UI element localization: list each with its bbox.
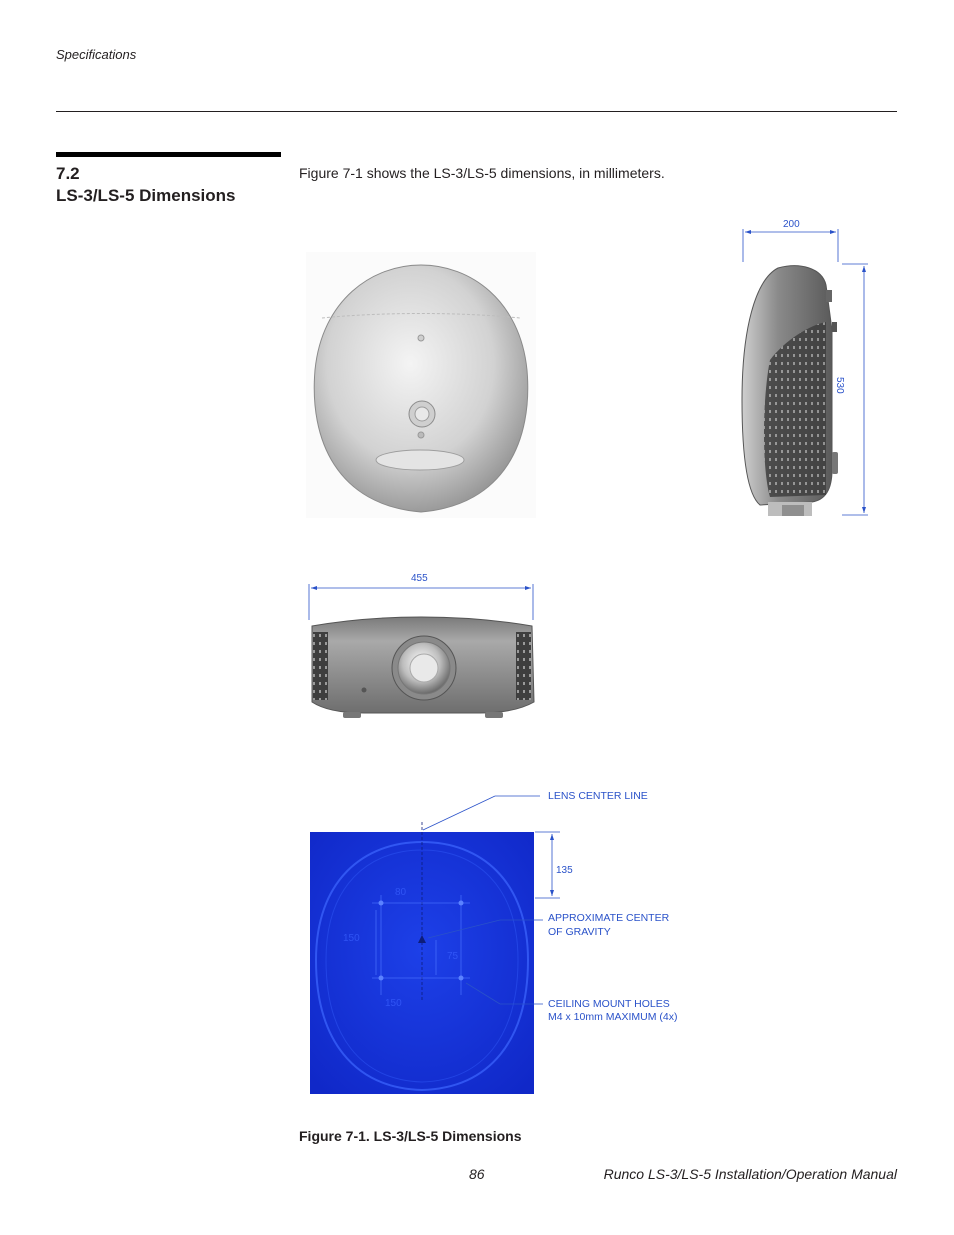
bottom-view-drawing (310, 822, 534, 1094)
cog-callout-line1: APPROXIMATE CENTER (548, 912, 670, 924)
lens-offset-label: 135 (556, 865, 573, 876)
hole-spacing-top-label: 80 (395, 887, 407, 898)
hole-spacing-bottom-label: 150 (385, 998, 402, 1009)
section-title: LS-3/LS-5 Dimensions (56, 186, 236, 205)
holes-callout-line2: M4 x 10mm MAXIMUM (4x) (548, 1011, 678, 1023)
running-head: Specifications (56, 47, 137, 62)
front-width-label: 455 (411, 573, 428, 584)
page-number: 86 (469, 1166, 485, 1182)
side-view-drawing (742, 266, 838, 516)
cog-offset-label: 75 (447, 951, 459, 962)
section-number: 7.2 (56, 164, 80, 183)
front-dimension-lines (309, 584, 533, 620)
hole-spacing-side-label: 150 (343, 933, 360, 944)
figure-caption: Figure 7-1. LS-3/LS-5 Dimensions (299, 1128, 522, 1144)
holes-callout-line1: CEILING MOUNT HOLES (548, 998, 670, 1010)
manual-title: Runco LS-3/LS-5 Installation/Operation Manual (603, 1166, 897, 1182)
lens-center-callout: LENS CENTER LINE (548, 790, 648, 802)
cog-callout-line2: OF GRAVITY (548, 926, 611, 938)
top-view-drawing (306, 252, 536, 518)
side-height-label: 530 (834, 377, 845, 394)
front-view-drawing (312, 617, 534, 718)
intro-paragraph: Figure 7-1 shows the LS-3/LS-5 dimensions, in millimeters. (299, 165, 665, 181)
side-depth-label: 200 (783, 219, 800, 230)
